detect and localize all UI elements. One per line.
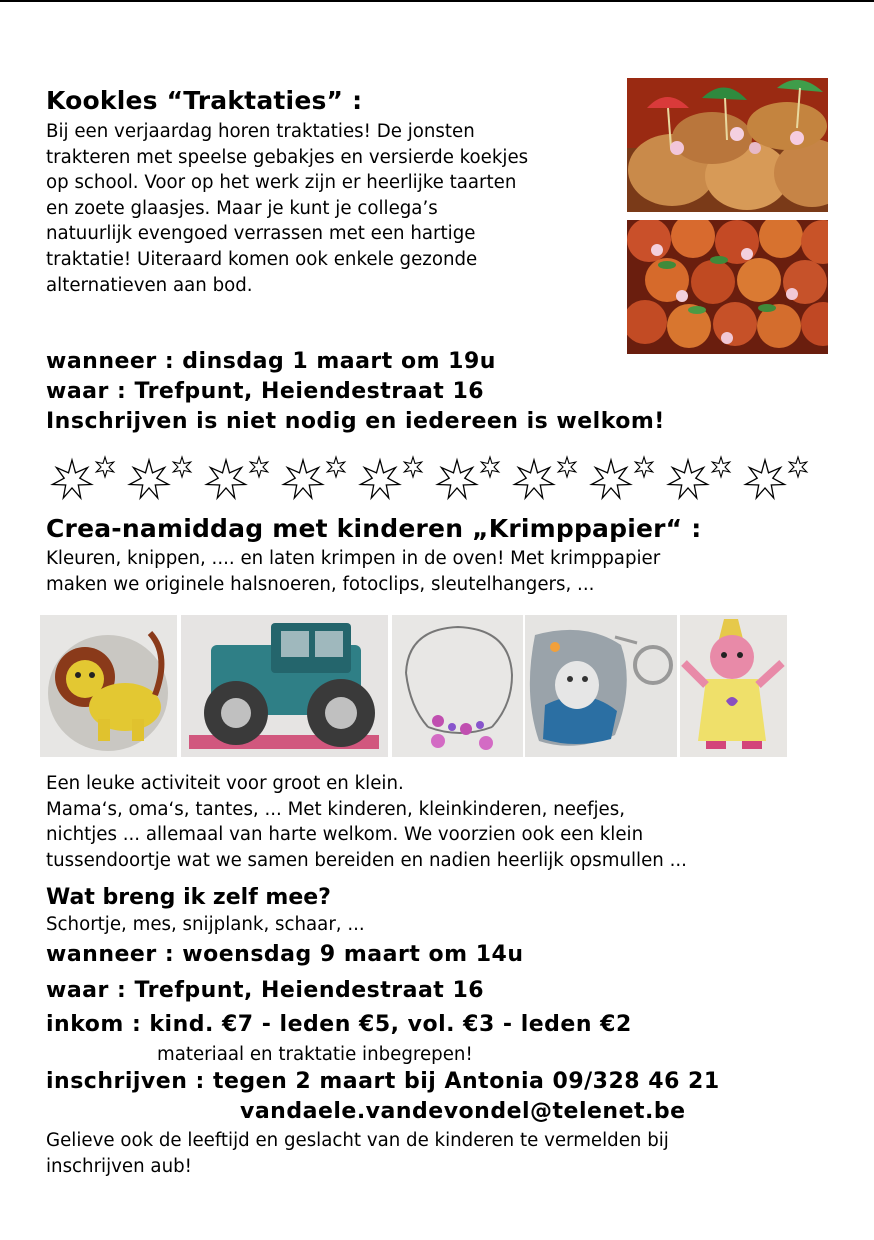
section1-line: op school. Voor op het werk zijn er heerlijke taarten — [46, 172, 517, 194]
small-star-icon — [481, 457, 498, 477]
section1-where: waar : Trefpunt, Heiendestraat 16 — [46, 379, 485, 404]
section2-desc-line: nichtjes ... allemaal van harte welkom. We voorzien ook een klein — [46, 824, 644, 846]
footer-line: inschrijven aub! — [46, 1155, 192, 1177]
clown-craft-photo — [680, 615, 787, 757]
section2-intro-line: maken we originele halsnoeren, fotoclips, sleutelhangers, ... — [46, 573, 595, 595]
lion-craft-photo — [40, 615, 177, 757]
small-star-icon — [250, 457, 267, 477]
section2-intro-line: Kleuren, knippen, .... en laten krimpen in de oven! Met krimppapier — [46, 548, 661, 569]
section1-when: wanneer : dinsdag 1 maart om 19u — [46, 349, 496, 374]
section1-note: Inschrijven is niet nodig en iedereen is welkom! — [46, 409, 665, 434]
section2-email: vandaele.vandevondel@telenet.be — [240, 1099, 686, 1124]
section2-footer — [46, 1128, 669, 1179]
star-divider — [48, 454, 818, 502]
necklace-craft-photo — [392, 615, 523, 757]
section2-price: inkom : kind. €7 - leden €5, vol. €3 - leden €2 — [46, 1012, 632, 1037]
star-icon — [361, 460, 400, 498]
section1-paragraph — [46, 119, 528, 298]
section2-description — [46, 771, 687, 873]
small-star-icon — [173, 457, 190, 477]
section1-line: alternatieven aan bod. — [46, 274, 253, 296]
footer-line: Gelieve ook de leeftijd en geslacht van de kinderen te vermelden bij — [46, 1130, 669, 1151]
section2-register: inschrijven : tegen 2 maart bij Antonia 09/328 46 21 — [46, 1069, 720, 1094]
star-icon — [438, 460, 477, 498]
tractor-craft-photo — [181, 615, 388, 757]
section1-line: en zoete glaasjes. Maar je kunt je collega’s — [46, 197, 438, 219]
section2-price-note: materiaal en traktatie inbegrepen! — [157, 1044, 473, 1065]
bring-title: Wat breng ik zelf mee? — [46, 885, 331, 910]
section2-title: Crea-namiddag met kinderen „Krimppapier“ : — [46, 514, 702, 543]
section1-line: Bij een verjaardag horen traktaties! De jonsten — [46, 121, 475, 142]
star-icon — [592, 460, 631, 498]
star-icon — [669, 460, 708, 498]
keychain-craft-photo — [525, 615, 677, 757]
small-star-icon — [635, 457, 652, 477]
star-icon — [207, 460, 246, 498]
star-icon — [746, 460, 785, 498]
small-star-icon — [96, 457, 113, 477]
section2-where: waar : Trefpunt, Heiendestraat 16 — [46, 978, 485, 1003]
section1-line: trakteren met speelse gebakjes en versierde koekjes — [46, 146, 529, 168]
section1-title: Kookles “Traktaties” : — [46, 86, 363, 115]
section2-intro — [46, 546, 660, 597]
star-icon — [130, 460, 169, 498]
star-icon — [53, 460, 92, 498]
small-star-icon — [558, 457, 575, 477]
cookies-photo — [627, 78, 828, 212]
small-star-icon — [712, 457, 729, 477]
top-border-line — [0, 0, 874, 2]
small-star-icon — [404, 457, 421, 477]
section2-desc-line: Een leuke activiteit voor groot en klein. — [46, 773, 404, 794]
section2-desc-line: tussendoortje wat we samen bereiden en nadien heerlijk opsmullen ... — [46, 849, 687, 871]
apples-photo — [627, 220, 828, 354]
section1-line: natuurlijk evengoed verrassen met een hartige — [46, 223, 476, 245]
bring-text: Schortje, mes, snijplank, schaar, ... — [46, 914, 365, 935]
small-star-icon — [327, 457, 344, 477]
star-icon — [284, 460, 323, 498]
star-icon — [515, 460, 554, 498]
section2-when: wanneer : woensdag 9 maart om 14u — [46, 942, 524, 967]
section2-desc-line: Mama‘s, oma‘s, tantes, ... Met kinderen, kleinkinderen, neefjes, — [46, 798, 625, 820]
section1-line: traktatie! Uiteraard komen ook enkele gezonde — [46, 248, 478, 270]
small-star-icon — [789, 457, 806, 477]
